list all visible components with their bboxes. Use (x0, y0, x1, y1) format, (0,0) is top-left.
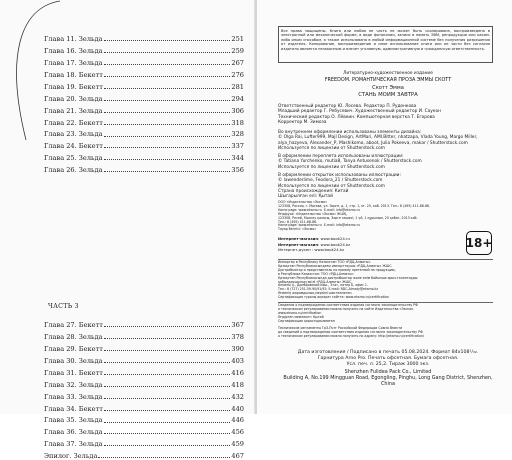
toc-entry (44, 436, 244, 448)
toc-chapter-title: Глава 28. Зельда (44, 333, 103, 342)
publisher-info: ООО «Издательство «Эксмо» 123308, Россия, г. Москва, ул. Зорге, д. 1, стр. 1, эт. 20, каб. 2013. Тел.: 8 (495) 411-68-86. Home page: www.eksmo.ru E-mail: info@eksmo.ru Өндіруші: «Издательство «Эксмо» ЖШҚ, 123308, Ресей, Мәскеу қаласы, Зорге көшесі, 1 үй, 1 құрылым, 20 қабат, 2013 каб. Тел.: 8 (495) 411-68-86. Home page: www.eksmo.ru E-mail: info@eksmo.ru Тауар белгісі: «Эксмо» (278, 200, 431, 232)
toc-leader-dots (104, 135, 231, 137)
toc-page-number: 378 (231, 333, 244, 342)
toc-entry (44, 90, 244, 102)
toc-chapter-title: Глава 11. Зельда (44, 35, 103, 44)
online-store-kz-url[interactable]: : www.book24.kz Интернет-дүкен : www.book24.kz (278, 242, 351, 252)
toc-chapter-title: Глава 20. Зельда (44, 94, 103, 103)
toc-chapter-title: Глава 16. Зельда (44, 47, 103, 56)
toc-page-number: 281 (231, 82, 244, 91)
toc-entry (44, 424, 244, 436)
editorial-credits: Ответственный редактор Ю. Лосева. Редактор П. Руденкова Младший редактор Г. Ребусевич. Художественный редактор И. Саукон Технический редактор О. Лёвкин. Компьютерная верстка Т. Егорова Корректор М. Зимоза (278, 104, 441, 125)
toc-chapter-title: Глава 17. Зельда (44, 59, 103, 68)
toc-leader-dots (104, 39, 231, 41)
left-page (0, 0, 255, 460)
toc-entry (44, 376, 244, 388)
toc-page-number: 440 (231, 404, 244, 413)
toc-entry (44, 114, 244, 126)
toc-leader-dots (104, 432, 231, 434)
toc-chapter-title: Глава 32. Зельда (44, 380, 103, 389)
printer-info: Shenzhen Fulidea Pack Co., Limited Building A, No.199 Mingguan Road, Egongling, Pinghu, Long Gang District, Shenzhen, China (283, 369, 493, 387)
toc-leader-dots (104, 170, 231, 172)
part-heading: ЧАСТЬ 3 (48, 302, 79, 310)
toc-entry (44, 162, 244, 174)
toc-page-number: 259 (231, 47, 244, 56)
toc-entry (44, 31, 244, 43)
toc-page-number: 328 (231, 130, 244, 139)
toc-leader-dots (104, 337, 231, 339)
toc-page-number: 318 (231, 118, 244, 127)
toc-leader-dots (104, 361, 231, 363)
toc-page-number: 467 (231, 452, 244, 460)
toc-page-number: 416 (231, 368, 244, 377)
toc-leader-dots (104, 111, 231, 113)
toc-chapter-title: Глава 23. Зельда (44, 130, 103, 139)
toc-leader-dots (104, 444, 231, 446)
toc-list-part3 (44, 317, 244, 460)
toc-chapter-title: Глава 24. Бекетт (44, 142, 103, 151)
toc-entry (44, 353, 244, 365)
toc-leader-dots (104, 99, 231, 101)
toc-chapter-title: Глава 29. Бекетт (44, 345, 103, 354)
online-store-url[interactable]: : www.book24.ru (317, 236, 350, 241)
toc-entry (44, 365, 244, 377)
toc-leader-dots (104, 373, 231, 375)
toc-chapter-title: Эпилог. Зельда (44, 452, 98, 460)
toc-leader-dots (104, 51, 231, 53)
importer-info: Импортер в Республику Казахстан ТОО «РДЦ-Алматы». Қазақстан Республикасындағы импорттаушы «РДЦ-Алматы» ЖШС. Дистрибьютор и представитель по приему претензий на продукцию, в Республике Казахстан: ТОО «РДЦ-Алматы» Қазақстан Республикасында дистрибьютор және өнім бойынша арыз-талаптарды қабылдаушының өкілі «РДЦ-Алматы» ЖШС, Алматы қ., Домбровский көш., 3«а», литер Б, офис 1. Тел.: 8 (727) 251-59-90/91/92; E-mail: RDC-Almaty@eksmo.kz Өнімнің жарамдылық мерзімі шектелмеген. Сертификация туралы ақпарат сайтта: www.eksmo.ru/certification (278, 260, 418, 300)
toc-chapter-title: Глава 25. Зельда (44, 154, 103, 163)
toc-page-number: 337 (231, 142, 244, 151)
toc-chapter-title: Глава 36. Зельда (44, 428, 103, 437)
toc-entry (44, 126, 244, 138)
online-store-kz-label: Интернет-магазин (278, 242, 318, 247)
toc-page-number: 418 (231, 380, 244, 389)
toc-chapter-title: Глава 37. Зельда (44, 440, 103, 449)
toc-chapter-title: Глава 18. Бекетт (44, 70, 103, 79)
toc-entry (44, 55, 244, 67)
toc-leader-dots (104, 349, 231, 351)
toc-page-number: 446 (231, 416, 244, 425)
toc-leader-dots (104, 409, 231, 411)
toc-leader-dots (98, 456, 230, 458)
toc-entry (44, 400, 244, 412)
cover-credits: В оформлении переплета использованы иллюстрации: © Tatiana Yurchenko, mutia8, Tanya Antusenok / Shutterstock.com Используется по лицензии от Shutterstock.com (278, 154, 422, 170)
toc-entry (44, 448, 244, 460)
book-title: СТАНЬ МОИМ ЗАВТРА (358, 92, 418, 98)
age-rating-badge: 18+ (466, 231, 492, 255)
online-store-ru (278, 236, 458, 241)
online-store-label: Интернет-магазин (278, 236, 318, 241)
design-credits: Во внутреннем оформлении использованы элементы дизайна: © Olga Rai, Lufter999, Majl Design, ArtMari, AMI.Bitter, nhatzapa, Vlada Young, Margo Miller, alya_hazyeva, Alexander_P, Mashikomo, aboot, Julia Pokeeva, makar / Shutterstock.com Используется по лицензии от Shutterstock.com (278, 130, 478, 151)
tech-specs: Технические регламенты ГрЗ-Пчтг Российской Федерации Союза Вмести да сведений о подтверждении соответствия издания согласно законодательству РФ о техническом регулировании можно получить по адресу: http://eksmo.ru/certification/ (278, 326, 424, 338)
toc-chapter-title: Глава 33. Зельда (44, 392, 103, 401)
toc-leader-dots (104, 63, 231, 65)
toc-leader-dots (104, 123, 231, 125)
endpaper-credits: В оформлении открыток использованы иллюстрации: © lawenderlime, Feodora_21 / Shutterstock.com Используется по лицензии от Shutterstock.com (278, 173, 401, 189)
toc-chapter-title: Глава 22. Бекетт (44, 118, 103, 127)
toc-entry (44, 388, 244, 400)
toc-chapter-title: Глава 21. Зельда (44, 106, 103, 115)
toc-page-number: 344 (231, 154, 244, 163)
online-store-kz (278, 243, 458, 252)
toc-page-number: 251 (231, 35, 244, 44)
toc-leader-dots (104, 325, 231, 327)
toc-leader-dots (104, 158, 231, 160)
copyright-notice: Все права защищены. Книга или любая ее часть не может быть скопирована, воспроизведена в электронной или механической форме, в виде фотокопии, записи в память ЭВМ, репродукции или каким-либо иным способом, а также использована в любой информационной системе без получения разрешения от издателя. Копирование, воспроизведение и иное использование книги или ее части без согласия издателя является незаконным и влечет уголовную, административную и гражданскую ответственность. (278, 26, 493, 63)
toc-entry (44, 79, 244, 91)
toc-entry (44, 150, 244, 162)
toc-chapter-title: Глава 35. Зельда (44, 416, 103, 425)
toc-entry (44, 329, 244, 341)
toc-leader-dots (104, 146, 231, 148)
toc-leader-dots (104, 385, 231, 387)
toc-page-number: 356 (231, 166, 244, 175)
toc-leader-dots (104, 397, 231, 399)
toc-leader-dots (104, 75, 231, 77)
toc-page-number: 390 (231, 345, 244, 354)
toc-chapter-title: Глава 34. Бекетт (44, 404, 103, 413)
toc-page-number: 403 (231, 356, 244, 365)
series-title: FREEDOM. РОМАНТИЧЕСКАЯ ПРОЗА ЭММЫ СКОТТ (324, 77, 452, 83)
toc-list-part2 (44, 31, 244, 174)
toc-page-number: 456 (231, 428, 244, 437)
author-name: Скотт Эмма (372, 85, 404, 91)
toc-page-number: 267 (231, 59, 244, 68)
toc-entry (44, 138, 244, 150)
edition-type: Литературно-художественное издание (343, 71, 433, 76)
toc-page-number: 276 (231, 70, 244, 79)
toc-chapter-title: Глава 27. Бекетт (44, 321, 103, 330)
toc-entry (44, 102, 244, 114)
toc-entry (44, 43, 244, 55)
toc-page-number: 432 (231, 392, 244, 401)
toc-chapter-title: Глава 31. Бекетт (44, 368, 103, 377)
toc-page-number: 306 (231, 106, 244, 115)
toc-page-number: 294 (231, 94, 244, 103)
toc-leader-dots (104, 421, 231, 423)
toc-chapter-title: Глава 30. Зельда (44, 356, 103, 365)
toc-page-number: 367 (231, 321, 244, 330)
toc-leader-dots (104, 87, 231, 89)
toc-entry (44, 67, 244, 79)
toc-page-number: 459 (231, 440, 244, 449)
toc-chapter-title: Глава 19. Бекетт (44, 82, 103, 91)
toc-entry (44, 341, 244, 353)
print-details: Дата изготовления / Подписано в печать 05.08.2024. Формат 84x108¹/₃₂. Гарнитура Arno Pro. Печать офсетная. Бумага офсетная. Усл. печ. л. 25,2. Тираж 3000 экз. (297, 350, 479, 367)
toc-entry (44, 317, 244, 329)
country-of-origin: Страна происхождения: Китай Шыгарылған елі: Қытай (278, 189, 349, 200)
certification-info: Сведения о подтверждении соответствия издания согласно законодательству РФ о техническом регулировании можно получить на сайте Издательства «Эксмо» www.eksmo.ru/certification Өндірген мемлекет: Қытай Сертификация қарастырылмаған (278, 303, 418, 323)
toc-chapter-title: Глава 26. Зельда (44, 166, 103, 175)
